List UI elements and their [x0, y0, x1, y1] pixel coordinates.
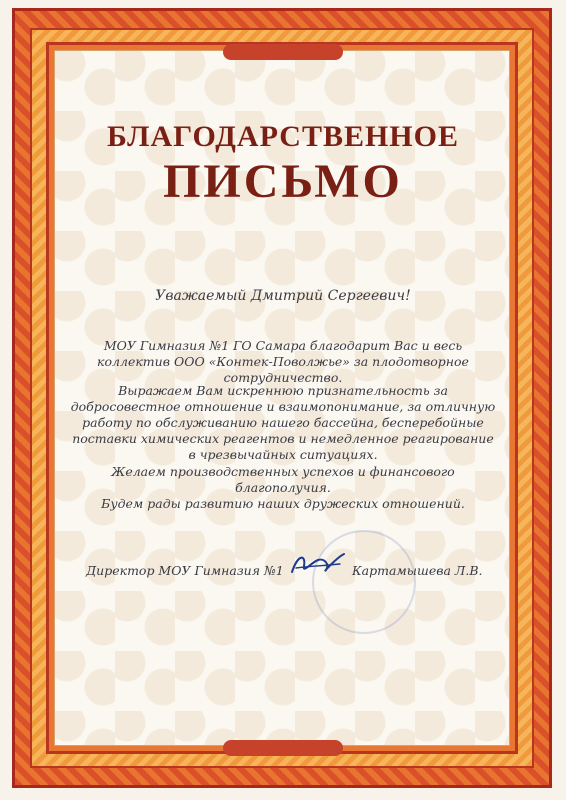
top-ornament — [223, 44, 343, 60]
signer-position: Директор МОУ Гимназия №1 — [86, 563, 284, 578]
paragraph-3: Желаем производственных успехов и финансового благополучия. — [111, 464, 455, 495]
paragraph-4: Будем рады развитию наших дружеских отношений. — [101, 496, 465, 511]
title-line-1: БЛАГОДАРСТВЕННОЕ — [107, 120, 459, 153]
title-line-2: ПИСЬМО — [163, 155, 403, 208]
paragraph-2: Выражаем Вам искреннюю признательность за добросовестное отношение и взаимопонимание, за отличную работу по обслуживанию нашего бассейна, бесперебойные поставки химических реагентов и немедленное реагирование в чрезвычайных ситуациях. — [70, 383, 496, 462]
faded-stamp — [312, 530, 416, 634]
greeting: Уважаемый Дмитрий Сергеевич! — [155, 288, 411, 304]
paragraph-1: МОУ Гимназия №1 ГО Самара благодарит Вас и весь коллектив ООО «Контек-Поволжье» за плодотворное сотрудничество. — [97, 338, 469, 385]
signer-name: Картамышева Л.В. — [352, 563, 483, 578]
handwritten-signature — [286, 548, 348, 578]
bottom-ornament — [223, 740, 343, 756]
